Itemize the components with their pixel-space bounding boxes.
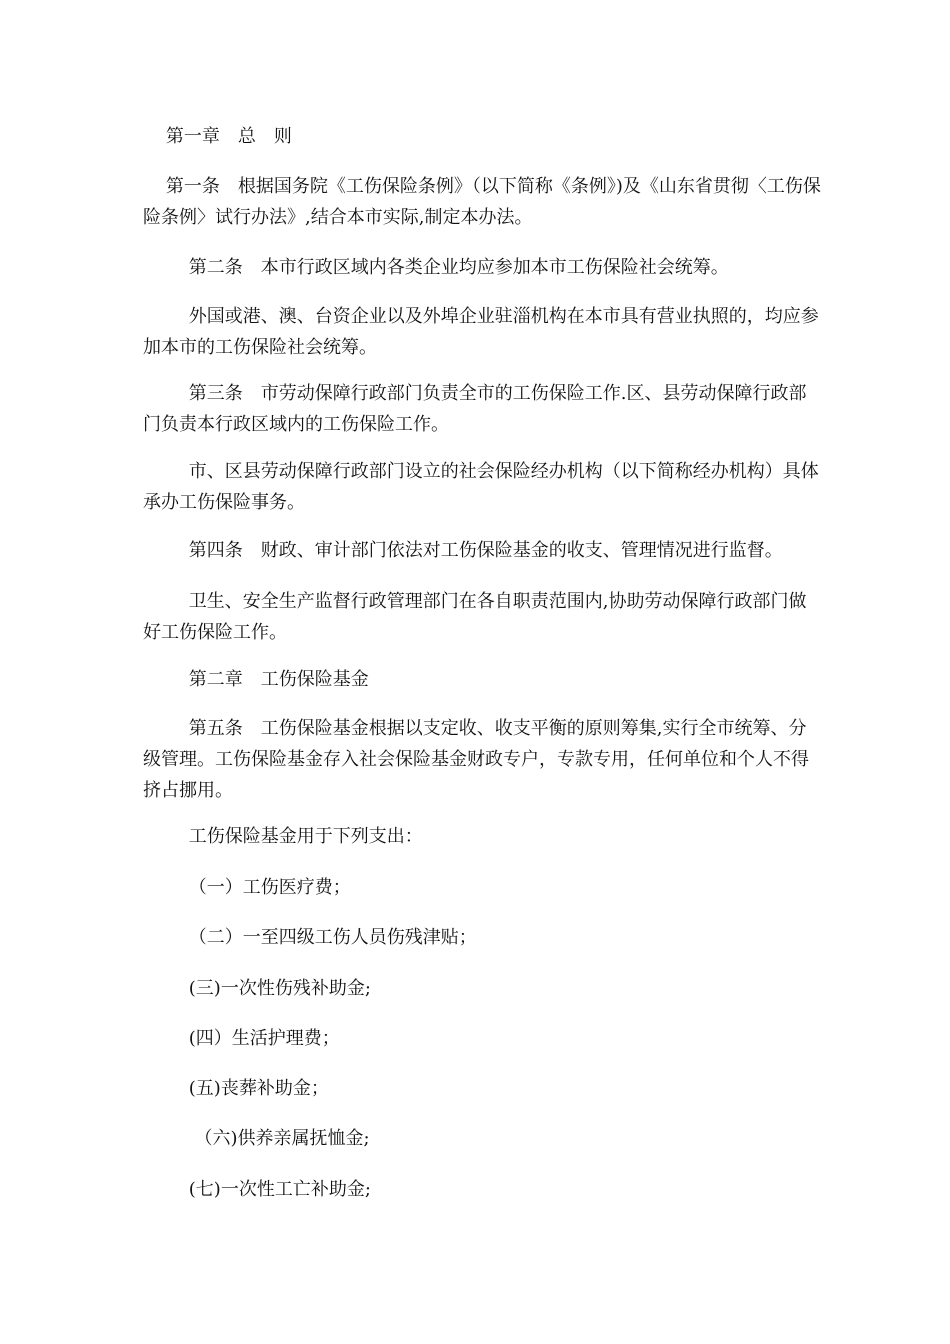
list-item-5: (五)丧葬补助金； bbox=[143, 1078, 329, 1099]
article-5: 第五条 工伤保险基金根据以支定收、收支平衡的原则筹集,实行全市统筹、分级管理。工伤保险基金存入社会保险基金财政专户，专款专用，任何单位和个人不得挤占挪用。 bbox=[143, 718, 809, 801]
chapter-1-heading: 第一章 总 则 bbox=[143, 126, 292, 147]
list-item-6: （六)供养亲属抚恤金; bbox=[143, 1128, 370, 1149]
list-item-7: (七)一次性工亡补助金; bbox=[143, 1179, 371, 1200]
chapter-2-heading: 第二章 工伤保险基金 bbox=[143, 669, 369, 690]
list-item-3: (三)一次性伤残补助金; bbox=[143, 978, 371, 999]
article-3: 第三条 市劳动保障行政部门负责全市的工伤保险工作.区、县劳动保障行政部门负责本行政区域内的工伤保险工作。 bbox=[143, 383, 807, 435]
article-1: 第一条 根据国务院《工伤保险条例》（以下简称《条例》)及《山东省贯彻〈工伤保险条例〉试行办法》,结合本市实际,制定本办法。 bbox=[143, 176, 821, 228]
article-2: 第二条 本市行政区域内各类企业均应参加本市工伤保险社会统筹。 bbox=[143, 257, 729, 278]
list-item-4: (四）生活护理费； bbox=[143, 1028, 340, 1049]
list-item-2: （二）一至四级工伤人员伤残津贴； bbox=[143, 927, 477, 948]
article-4: 第四条 财政、审计部门依法对工伤保险基金的收支、管理情况进行监督。 bbox=[143, 540, 783, 561]
list-item-1: （一）工伤医疗费； bbox=[143, 877, 351, 898]
article-4-paragraph-2: 卫生、安全生产监督行政管理部门在各自职责范围内,协助劳动保障行政部门做好工伤保险工作。 bbox=[143, 591, 807, 643]
article-2-paragraph-2: 外国或港、澳、台资企业以及外埠企业驻淄机构在本市具有营业执照的，均应参加本市的工伤保险社会统筹。 bbox=[143, 306, 819, 358]
article-3-paragraph-2: 市、区县劳动保障行政部门设立的社会保险经办机构（以下简称经办机构）具体承办工伤保险事务。 bbox=[143, 461, 819, 513]
fund-expenditure-intro: 工伤保险基金用于下列支出： bbox=[143, 826, 423, 847]
